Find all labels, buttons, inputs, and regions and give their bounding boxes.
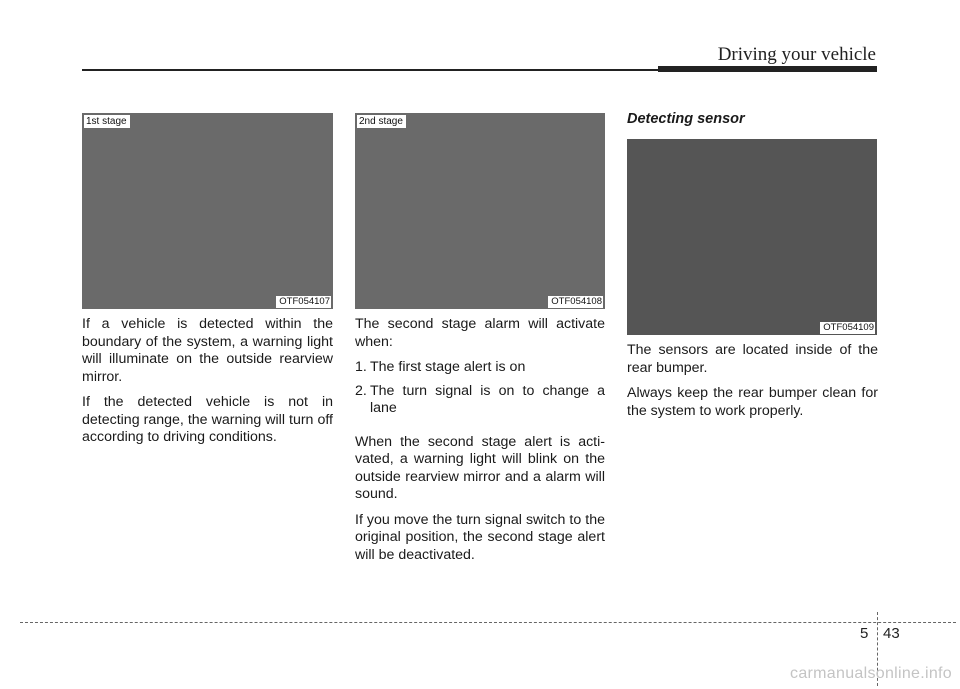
header-rule-thin [82,69,660,71]
list-number: 1. [355,359,367,375]
stage-label: 1st stage [84,115,130,128]
figure-first-stage [82,113,333,309]
column-1-text [82,316,333,455]
paragraph: When the second stage alert is acti-vated, a warning light will blink on the outside rearview mirror and a alarm will sound. [355,433,605,502]
figure-second-stage [355,113,605,309]
paragraph: Always keep the rear bumper clean for the system to work properly. [627,385,878,419]
figure-code: OTF054107 [276,296,331,308]
header-rule-thick [658,66,877,72]
figure-code: OTF054108 [548,296,603,308]
list-text: The turn signal is on to change a lane [370,382,605,416]
column-3-text [627,342,878,428]
paragraph: The second stage alarm will activate when: [355,316,605,350]
paragraph: The sensors are located inside of the rear bumper. [627,342,878,376]
page-number: 43 [883,625,900,642]
list-item [355,383,605,418]
header-title: Driving your vehicle [717,44,876,65]
figure-detecting-sensor [627,139,877,335]
paragraph: If a vehicle is detected within the boundary of the system, a warning light will illuminate on the outside rearview mirror. [82,316,333,385]
watermark: carmanualsonline.info [790,665,952,682]
stage-label: 2nd stage [357,115,406,128]
list-number: 2. [355,382,367,399]
list-text: The first stage alert is on [370,359,526,375]
list-item [355,359,605,377]
column-2-text [355,316,605,572]
footer-rule [20,622,956,623]
paragraph: If the detected vehicle is not in detecting range, the warning will turn off according to driving conditions. [82,394,333,445]
figure-code: OTF054109 [820,322,875,334]
section-heading: Detecting sensor [627,111,745,127]
paragraph: If you move the turn signal switch to the original position, the second stage alert will be deactivated. [355,511,605,563]
section-number: 5 [860,625,869,642]
